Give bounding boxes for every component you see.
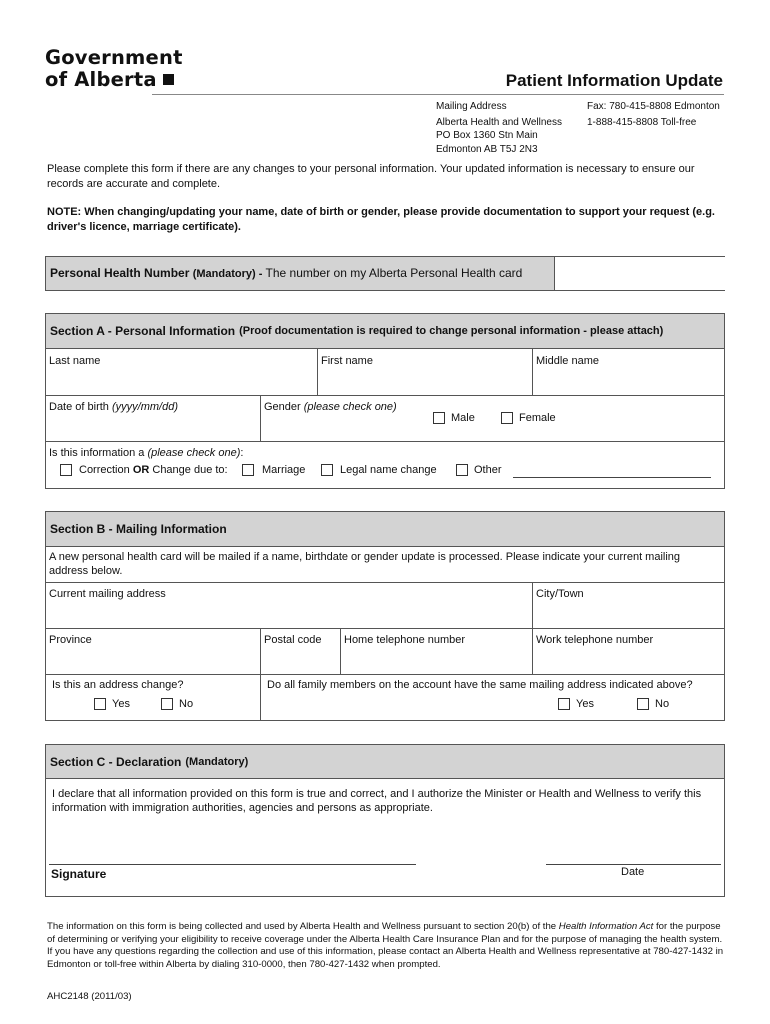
info-question: Is this information a (please check one):	[49, 447, 244, 459]
last-name-field[interactable]: Last name	[49, 355, 101, 367]
first-name-field[interactable]: First name	[321, 355, 373, 367]
row-divider	[46, 441, 724, 442]
government-of-alberta-logo	[45, 47, 183, 91]
row-divider	[46, 395, 724, 396]
section-c-subtitle: (Mandatory)	[185, 755, 249, 768]
yes-label: Yes	[576, 698, 594, 710]
section-c-title: Section C - Declaration	[50, 754, 182, 769]
female-label: Female	[519, 412, 556, 424]
form-title: Patient Information Update	[505, 71, 723, 90]
yes-label: Yes	[112, 698, 130, 710]
province-field[interactable]: Province	[49, 634, 92, 646]
section-a	[45, 313, 725, 489]
correction-checkbox[interactable]	[60, 464, 72, 476]
date-label: Date	[621, 866, 645, 878]
note-text: NOTE: When changing/updating your name, date of birth or gender, please provide documentation to support your request (e.g. driver's licence, marriage certificate).	[47, 206, 715, 233]
address-line: Edmonton AB T5J 2N3	[436, 143, 538, 155]
legal-name-change-label: Legal name change	[340, 464, 437, 476]
row-divider	[46, 674, 724, 675]
col-divider	[260, 628, 261, 720]
logo-line-1: Government	[45, 46, 183, 69]
logo-line-2: of Alberta	[45, 68, 157, 91]
address-change-no-checkbox[interactable]	[161, 698, 173, 710]
home-phone-field[interactable]: Home telephone number	[344, 634, 466, 646]
legal-name-change-checkbox[interactable]	[321, 464, 333, 476]
marriage-label: Marriage	[262, 464, 306, 476]
work-phone-field[interactable]: Work telephone number	[536, 634, 654, 646]
address-line: Alberta Health and Wellness	[436, 116, 562, 128]
other-specify-line[interactable]	[513, 477, 711, 478]
act-name: Health Information Act	[558, 921, 654, 932]
address-change-question: Is this an address change?	[52, 679, 184, 691]
logo-square-icon	[163, 74, 174, 85]
mailing-address-label: Mailing Address	[436, 101, 507, 112]
date-line[interactable]	[546, 864, 721, 865]
postal-code-field[interactable]: Postal code	[264, 634, 322, 646]
row-divider	[46, 582, 724, 583]
signature-line[interactable]	[49, 864, 416, 865]
section-a-title: Section A - Personal Information	[50, 324, 236, 338]
privacy-notice: The information on this form is being collected and used by Alberta Health and Wellness pursuant to section 20(b) of the Health Information Act for the purpose of determining or verifying your eligibility to receive coverage under the Alberta Health Care Insurance Plan and for the purpose of managing the health system. If you have any questions regarding the collection and use of this information, please contact an Alberta Health and Wellness representative at 780-427-1432 in Edmonton or toll-free within Alberta by dialing 310-0000, then 780-427-1432 when prompted.	[47, 921, 724, 970]
female-checkbox[interactable]	[501, 412, 513, 424]
info-hint: (please check one)	[147, 447, 241, 459]
phn-label-bold: Personal Health Number	[50, 266, 190, 280]
other-label: Other	[474, 464, 502, 476]
col-divider	[260, 395, 261, 441]
phn-label	[50, 266, 522, 280]
no-label: No	[179, 698, 194, 710]
gender-hint: (please check one)	[303, 401, 397, 413]
col-divider	[532, 349, 533, 395]
no-label: No	[655, 698, 670, 710]
col-divider	[317, 349, 318, 395]
phn-row	[45, 256, 725, 291]
section-c	[45, 744, 725, 897]
male-checkbox[interactable]	[433, 412, 445, 424]
signature-label: Signature	[51, 867, 107, 881]
section-b-header	[46, 512, 724, 547]
address-change-yes-checkbox[interactable]	[94, 698, 106, 710]
section-c-header	[46, 745, 724, 779]
marriage-checkbox[interactable]	[242, 464, 254, 476]
fax-number: Fax: 780-415-8808 Edmonton	[587, 101, 720, 112]
current-mailing-field[interactable]: Current mailing address	[49, 588, 166, 600]
row-divider	[46, 628, 724, 629]
intro-text: Please complete this form if there are any changes to your personal information. Your updated information is necessary to ensure our records are accurate and complete.	[47, 163, 695, 190]
col-divider	[532, 582, 533, 674]
mailing-notice: A new personal health card will be mailed if a name, birthdate or gender update is processed. Please indicate your current mailing address below.	[49, 551, 681, 577]
section-b	[45, 511, 725, 721]
dob-field[interactable]	[49, 401, 178, 413]
male-label: Male	[451, 412, 475, 424]
contact-numbers	[587, 100, 720, 129]
dob-format: (yyyy/mm/dd)	[111, 401, 178, 413]
phn-input[interactable]	[554, 257, 725, 290]
dob-label: Date of birth	[49, 401, 109, 413]
section-a-subtitle: (Proof documentation is required to change personal information - please attach)	[239, 325, 664, 337]
declaration-text: I declare that all information provided on this form is true and correct, and I authorize the Minister or Health and Wellness to verify this information with immigration authorities, agencies and persons as appropriate.	[52, 788, 702, 814]
family-question: Do all family members on the account have the same mailing address indicated above?	[267, 679, 693, 691]
col-divider	[340, 628, 341, 674]
gender-label: Gender (please check one)	[264, 401, 397, 413]
phn-mandatory: (Mandatory) -	[192, 268, 263, 280]
city-field[interactable]: City/Town	[536, 588, 584, 600]
address-line: PO Box 1360 Stn Main	[436, 130, 538, 141]
correction-label: Correction OR Change due to:	[79, 464, 228, 476]
family-yes-checkbox[interactable]	[558, 698, 570, 710]
form-code: AHC2148 (2011/03)	[47, 991, 132, 1002]
title-divider	[152, 94, 724, 95]
middle-name-field[interactable]: Middle name	[536, 355, 599, 367]
phn-label-rest: The number on my Alberta Personal Health card	[265, 266, 523, 280]
tollfree-number: 1-888-415-8808 Toll-free	[587, 116, 697, 128]
family-no-checkbox[interactable]	[637, 698, 649, 710]
section-a-header	[46, 314, 724, 349]
mailing-address-block	[436, 100, 562, 156]
section-b-title: Section B - Mailing Information	[50, 522, 227, 536]
other-checkbox[interactable]	[456, 464, 468, 476]
